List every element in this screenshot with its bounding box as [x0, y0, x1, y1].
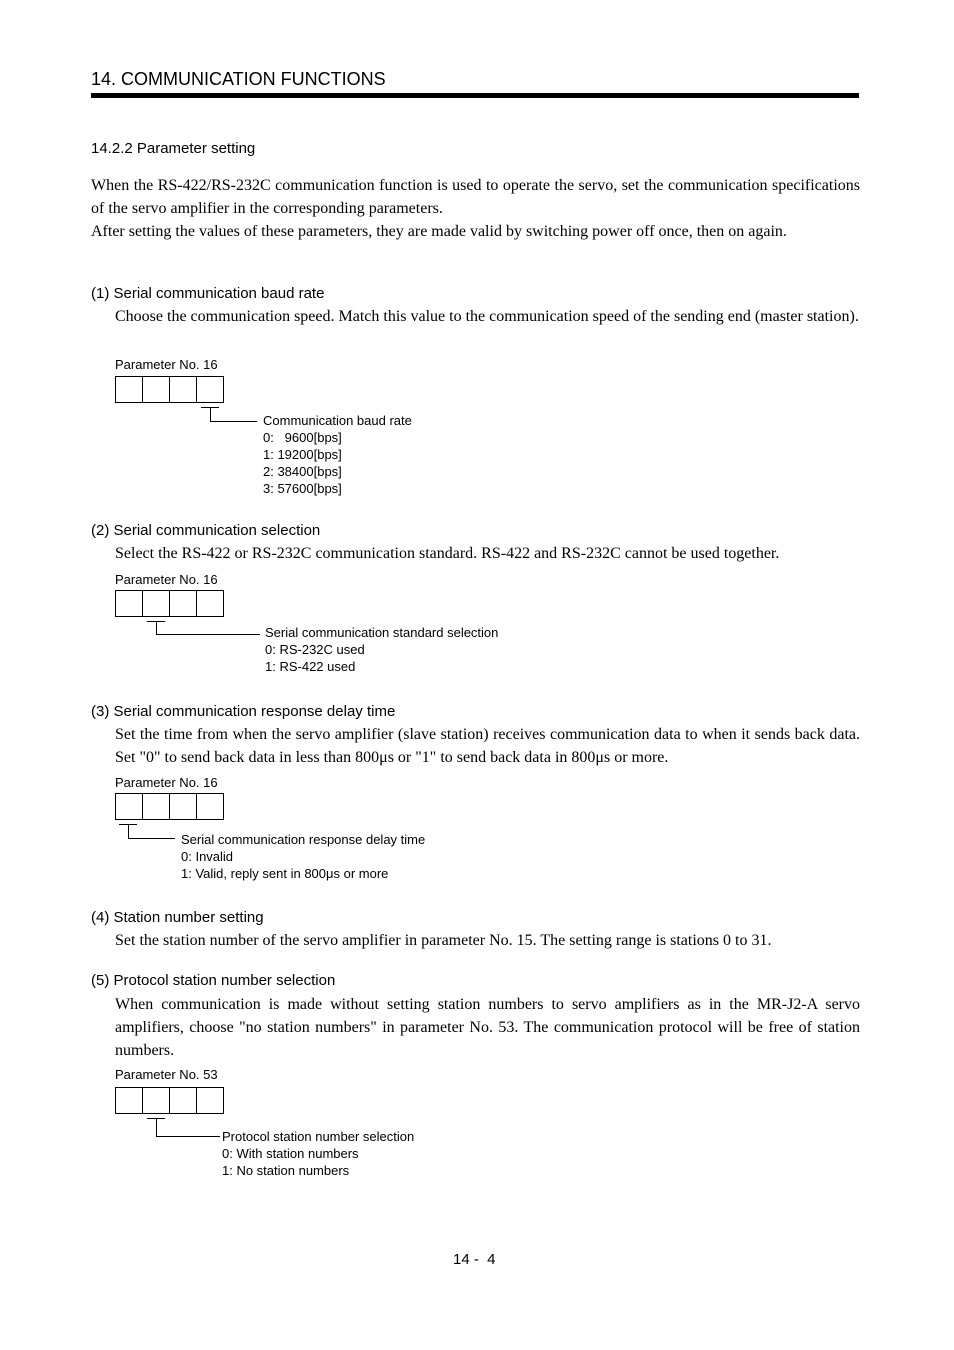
item-text: Select the RS-422 or RS-232C communication standard. RS-422 and RS-232C cannot be used together. — [115, 545, 780, 562]
intro-paragraph: After setting the values of these parameters, they are made valid by switching power off once, then on again. — [91, 223, 787, 240]
digit-box — [197, 377, 223, 402]
digit-box — [197, 1088, 223, 1113]
section-intro — [91, 174, 860, 243]
item-text: Set the time from when the servo amplifier (slave station) receives communication data to when it sends back data. Set "0" to send back data in less than 800μs or "1" to send back data in 800μs or more. — [115, 726, 860, 766]
option-item: 1: No station numbers — [222, 1163, 350, 1178]
option-item: 0: 9600[bps] — [263, 430, 342, 445]
item-heading: (4) Station number setting — [91, 909, 264, 926]
parameter-label: Parameter No. 16 — [115, 775, 218, 790]
item-heading: (3) Serial communication response delay time — [91, 703, 396, 720]
digit-box — [116, 794, 143, 819]
description-title: Serial communication standard selection — [265, 625, 499, 640]
parameter-digit-boxes — [115, 793, 224, 820]
parameter-description — [181, 831, 425, 882]
parameter-label: Parameter No. 16 — [115, 357, 218, 372]
section-title: 14.2.2 Parameter setting — [91, 140, 256, 157]
option-item: 2: 38400[bps] — [263, 464, 342, 479]
parameter-description — [263, 412, 412, 497]
option-item: 0: RS-232C used — [265, 642, 365, 657]
option-item: 1: RS-422 used — [265, 659, 356, 674]
digit-box — [170, 1088, 197, 1113]
digit-box — [197, 794, 223, 819]
option-item: 1: Valid, reply sent in 800μs or more — [181, 866, 389, 881]
digit-box — [197, 591, 223, 616]
digit-box — [143, 591, 170, 616]
option-item: 0: With station numbers — [222, 1146, 359, 1161]
digit-box — [170, 591, 197, 616]
parameter-digit-boxes — [115, 590, 224, 617]
description-title: Protocol station number selection — [222, 1129, 415, 1144]
parameter-label: Parameter No. 53 — [115, 1067, 218, 1082]
item-text: Set the station number of the servo amplifier in parameter No. 15. The setting range is stations 0 to 31. — [115, 932, 772, 949]
parameter-description — [265, 624, 498, 675]
option-item: 3: 57600[bps] — [263, 481, 342, 496]
item-text: When communication is made without setting station numbers to servo amplifiers as in the MR-J2-A servo amplifiers, choose "no station numbers" in parameter No. 53. The communication protocol will be free of station numbers. — [115, 996, 860, 1059]
digit-box — [143, 794, 170, 819]
digit-box — [170, 794, 197, 819]
header-rule — [91, 93, 859, 98]
digit-box — [116, 591, 143, 616]
parameter-digit-boxes — [115, 1087, 224, 1114]
parameter-digit-boxes — [115, 376, 224, 403]
description-title: Communication baud rate — [263, 413, 412, 428]
digit-box — [116, 377, 143, 402]
parameter-description — [222, 1128, 414, 1179]
page-number: 14 - 4 — [453, 1251, 496, 1268]
digit-box — [143, 1088, 170, 1113]
parameter-label: Parameter No. 16 — [115, 572, 218, 587]
digit-box — [170, 377, 197, 402]
item-heading: (5) Protocol station number selection — [91, 972, 336, 989]
description-title: Serial communication response delay time — [181, 832, 426, 847]
item-heading: (1) Serial communication baud rate — [91, 285, 325, 302]
digit-box — [143, 377, 170, 402]
item-heading: (2) Serial communication selection — [91, 522, 321, 539]
chapter-title: 14. COMMUNICATION FUNCTIONS — [91, 69, 386, 89]
option-item: 0: Invalid — [181, 849, 234, 864]
option-item: 1: 19200[bps] — [263, 447, 342, 462]
digit-box — [116, 1088, 143, 1113]
item-text: Choose the communication speed. Match this value to the communication speed of the sending end (master station). — [115, 308, 859, 325]
intro-paragraph: When the RS-422/RS-232C communication function is used to operate the servo, set the communication specifications of the servo amplifier in the corresponding parameters. — [91, 177, 860, 217]
